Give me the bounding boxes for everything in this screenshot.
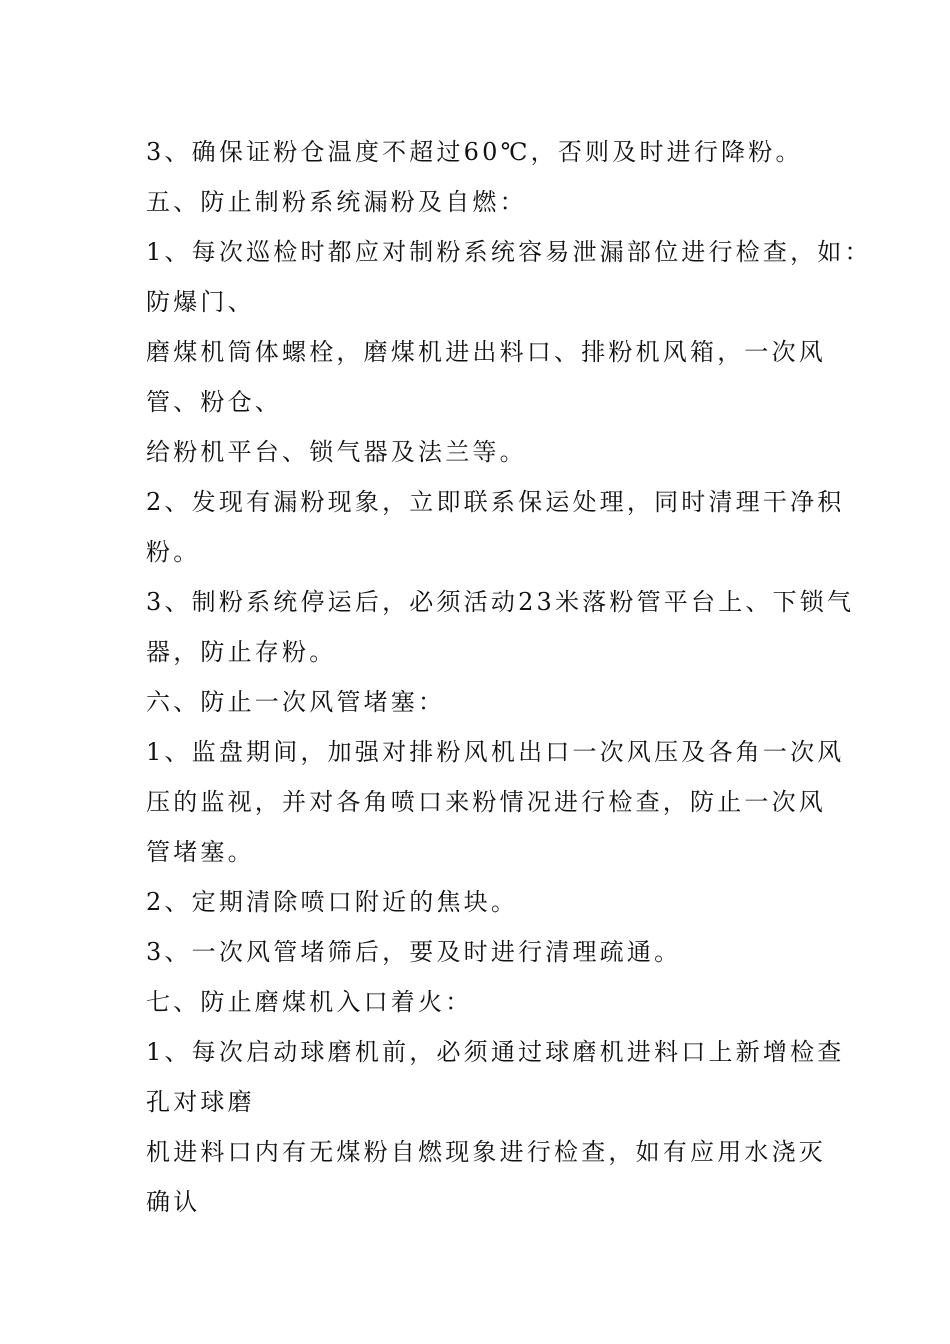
text-line: 压的监视，并对各角喷口来粉情况进行检查，防止一次风 [146, 788, 826, 816]
text-line: 管堵塞。 [146, 838, 255, 866]
text-line: 确认 [146, 1188, 201, 1216]
text-line: 孔对球磨 [146, 1088, 255, 1116]
text-line: 管、粉仓、 [146, 388, 282, 416]
text-line: 器，防止存粉。 [146, 638, 337, 666]
text-line: 1、每次启动球磨机前，必须通过球磨机进料口上新增检查 [146, 1038, 845, 1066]
text-line: 磨煤机筒体螺栓，磨煤机进出料口、排粉机风箱，一次风 [146, 338, 826, 366]
text-line: 给粉机平台、锁气器及法兰等。 [146, 438, 527, 466]
text-line: 1、每次巡检时都应对制粉系统容易泄漏部位进行检查，如： [146, 238, 872, 266]
text-line: 3、确保证粉仓温度不超过60℃，否则及时进行降粉。 [146, 138, 803, 166]
text-line: 3、一次风管堵筛后，要及时进行清理疏通。 [146, 938, 682, 966]
text-line: 1、监盘期间，加强对排粉风机出口一次风压及各角一次风 [146, 738, 845, 766]
document-body [146, 127, 872, 1227]
text-line: 2、定期清除喷口附近的焦块。 [146, 888, 519, 916]
text-line: 粉。 [146, 538, 201, 566]
section-heading: 七、防止磨煤机入口着火： [146, 988, 473, 1016]
section-heading: 六、防止一次风管堵塞： [146, 688, 446, 716]
text-line: 2、发现有漏粉现象，立即联系保运处理，同时清理干净积 [146, 488, 845, 516]
text-line: 机进料口内有无煤粉自燃现象进行检查，如有应用水浇灭 [146, 1138, 826, 1166]
section-heading: 五、防止制粉系统漏粉及自燃： [146, 188, 527, 216]
text-line: 防爆门、 [146, 288, 255, 316]
text-line: 3、制粉系统停运后，必须活动23米落粉管平台上、下锁气 [146, 588, 855, 616]
